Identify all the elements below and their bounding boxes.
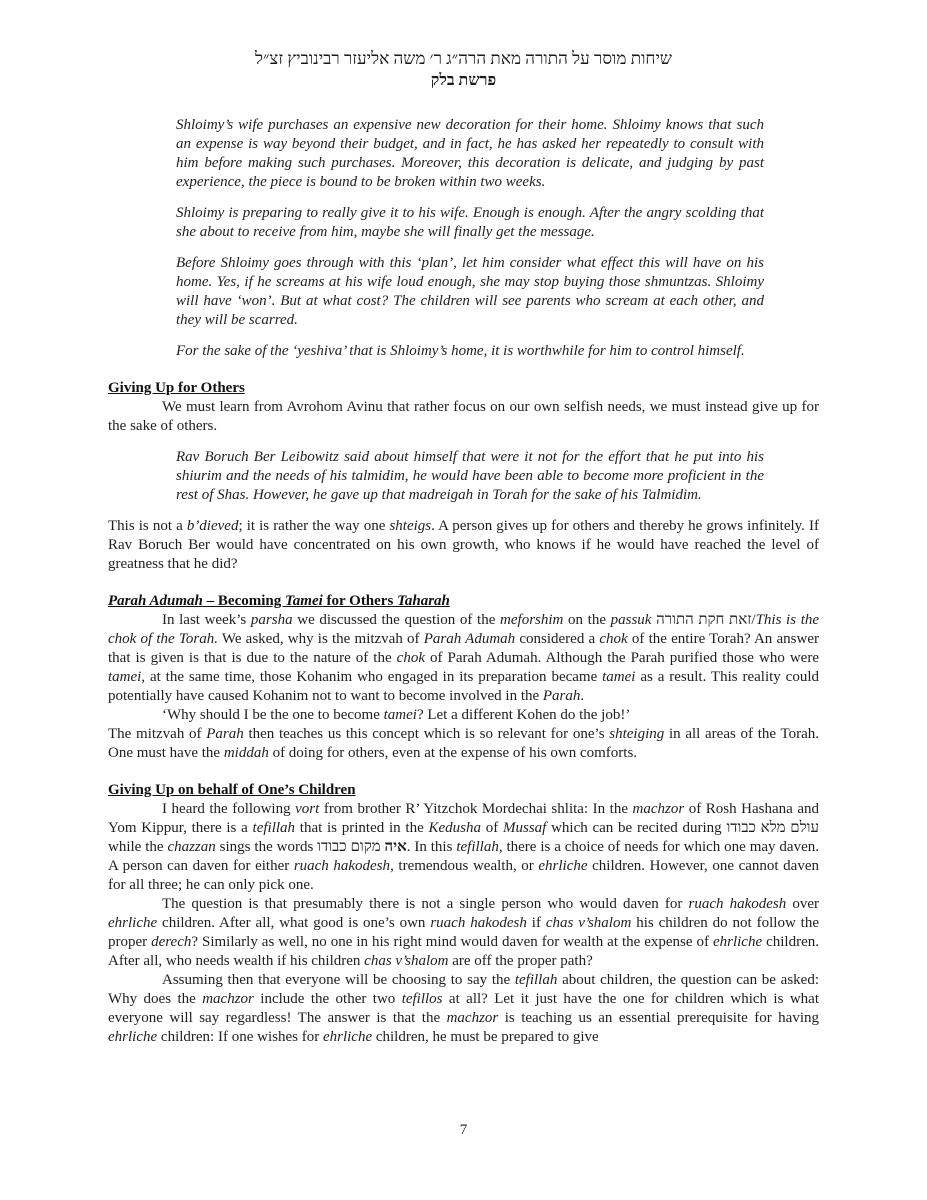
- text-run: of the entire Torah? An answer that is given is that is due to the nature of the: [108, 631, 819, 666]
- text-run: ehrliche: [108, 915, 158, 931]
- text-run: children. After all, what good is one’s own: [157, 915, 431, 931]
- text-run: tamei: [383, 707, 417, 723]
- section-heading: [108, 781, 819, 800]
- text-run: considered a: [515, 631, 600, 647]
- text-run: For the sake of the ‘yeshiva’ that is Shloimy’s home, it is worthwhile for him to control himself.: [176, 343, 745, 359]
- text-run: Giving Up for Others: [108, 380, 245, 396]
- body-paragraph: [108, 398, 819, 436]
- text-run: machzor: [446, 1010, 499, 1026]
- text-run: chas v’shalom: [545, 915, 632, 931]
- text-run: – Becoming: [202, 593, 285, 609]
- text-run: shteigs: [389, 518, 432, 534]
- text-run: that is printed in the: [295, 820, 429, 836]
- text-run: at all? Let it just have the one for children which is what everyone will say regardless! The answer is that the: [108, 991, 819, 1026]
- text-run: while the: [108, 839, 168, 855]
- text-run: chok: [396, 650, 425, 666]
- text-run: we discussed the question of the: [292, 612, 501, 628]
- text-run: is teaching us an essential prerequisite for having: [498, 1010, 820, 1026]
- text-run: children: If one wishes for: [157, 1029, 323, 1045]
- text-run: tefillah: [456, 839, 499, 855]
- body-paragraph: [108, 611, 819, 706]
- text-run: ehrliche: [108, 1029, 158, 1045]
- text-run: as a result. This reality could potentially have caused Kohanim not to want to become involved in the: [108, 669, 819, 704]
- text-run: Shloimy’s wife purchases an expensive new decoration for their home. Shloimy knows that such an expense is way beyond their budget, and in fact, he has asked her repeatedly to consult with him before making such purchases. Moreover, this decoration is delicate, and judging by past experience, the piece is bound to be broken within two weeks.: [176, 117, 764, 190]
- text-run: children, he must be prepared to give: [372, 1029, 599, 1045]
- text-run: in all areas of the Torah. One must have the: [108, 726, 819, 761]
- text-run: tamei: [108, 669, 142, 685]
- body-paragraph: [108, 725, 819, 763]
- text-run: ehrliche: [712, 934, 763, 950]
- text-run: Mussaf: [503, 820, 547, 836]
- text-run: of doing for others, even at the expense of his own comforts.: [268, 745, 638, 761]
- text-run: In last week’s: [162, 612, 251, 628]
- text-run: This is not a: [108, 518, 187, 534]
- text-run: ruach hakodesh: [430, 915, 527, 931]
- quote-paragraph: [176, 204, 764, 242]
- document-body: [108, 116, 819, 1047]
- text-run: sings the words: [215, 839, 318, 855]
- text-run: איה: [384, 839, 407, 855]
- quote-paragraph: [176, 254, 764, 330]
- text-run: for Others: [322, 593, 398, 609]
- text-run: of Parah Adumah. Although the Parah purified those who were: [425, 650, 819, 666]
- text-run: are off the proper path?: [448, 953, 593, 969]
- text-run: ehrliche: [538, 858, 588, 874]
- text-run: b’dieved: [186, 518, 239, 534]
- text-run: Assuming then that everyone will be choosing to say the: [162, 972, 515, 988]
- text-run: shteiging: [609, 726, 665, 742]
- section-heading: [108, 592, 819, 611]
- text-run: machzor: [632, 801, 685, 817]
- text-run: /: [751, 612, 756, 628]
- text-run: , at the same time, those Kohanim who engaged in its preparation became: [141, 669, 603, 685]
- text-run: The mitzvah of: [108, 726, 207, 742]
- text-run: about children, the question can be asked: Why does the: [108, 972, 819, 1007]
- text-run: include the other two: [253, 991, 402, 1007]
- text-run: his children do not follow the proper: [108, 915, 819, 950]
- body-paragraph: [108, 800, 819, 895]
- text-run: We must learn from Avrohom Avinu that rather focus on our own selfish needs, we must instead give up for the sake of others.: [108, 399, 819, 434]
- text-run: chok: [599, 631, 628, 647]
- document-content: [108, 48, 819, 1047]
- text-run: chazzan: [167, 839, 216, 855]
- text-run: tefillah: [514, 972, 558, 988]
- text-run: עולם מלא כבודו: [726, 820, 819, 836]
- text-run: of Rosh Hashana and Yom Kippur, there is a: [108, 801, 819, 836]
- text-run: . In this: [406, 839, 457, 855]
- quote-paragraph: [176, 448, 764, 505]
- text-run: Parah Adumah: [108, 593, 203, 609]
- text-run: then teaches us this concept which is so relevant for one’s: [243, 726, 610, 742]
- text-run: .: [580, 688, 585, 704]
- text-run: over: [786, 896, 820, 912]
- text-run: on the: [563, 612, 611, 628]
- text-run: vort: [295, 801, 320, 817]
- text-run: Shloimy is preparing to really give it to his wife. Enough is enough. After the angry scolding that she about to receive from him, maybe she will finally get the message.: [176, 205, 764, 240]
- text-run: This is the chok of the Torah.: [108, 612, 820, 647]
- text-run: מקום כבודו: [317, 839, 385, 855]
- text-run: זאת חקת התורה: [656, 612, 752, 628]
- body-paragraph: [108, 971, 819, 1047]
- text-run: machzor: [202, 991, 254, 1007]
- text-run: , tremendous wealth, or: [390, 858, 539, 874]
- quote-paragraph: [176, 342, 764, 361]
- text-run: meforshim: [500, 612, 564, 628]
- text-run: middah: [223, 745, 269, 761]
- text-run: We asked, why is the mitzvah of: [217, 631, 424, 647]
- text-run: ‘Why should I be the one to become: [162, 707, 384, 723]
- text-run: ; it is rather the way one: [238, 518, 390, 534]
- text-run: Before Shloimy goes through with this ‘plan’, let him consider what effect this will have on his home. Yes, if he screams at his wife loud enough, she may stop buying those shmuntzas. Shloimy will have ‘won’. But at what cost? The children will see parents who scream at each other, and they will be scarred.: [176, 255, 764, 328]
- text-run: ruach hakodesh: [293, 858, 391, 874]
- quote-paragraph: [176, 116, 764, 192]
- text-run: from brother R’ Yitzchok Mordechai shlita: In the: [319, 801, 633, 817]
- text-run: I heard the following: [162, 801, 296, 817]
- text-run: tefillah: [252, 820, 296, 836]
- text-run: Rav Boruch Ber Leibowitz said about himself that were it not for the effort that he put into his shiurim and the needs of his talmidim, he would have been able to become more proficient in the rest of Shas. However, he gave up that madreigah in Torah for the sake of his Talmidim.: [176, 449, 764, 503]
- text-run: children. However, one cannot daven for all three; he can only pick one.: [108, 858, 819, 893]
- hebrew-title: שיחות מוסר על התורה מאת הרה״ג ר׳ משה אליעזר רבינוביץ זצ״ל: [255, 49, 672, 68]
- section-heading: [108, 379, 819, 398]
- text-run: ruach hakodesh: [688, 896, 787, 912]
- text-run: Parah: [206, 726, 244, 742]
- text-run: chas v’shalom: [364, 953, 449, 969]
- text-run: tefillos: [401, 991, 443, 1007]
- text-run: children. After all, who needs wealth if his children: [108, 934, 819, 969]
- text-run: Taharah: [397, 593, 450, 609]
- page-number: 7: [459, 1122, 468, 1138]
- parsha-title: פרשת בלק: [430, 72, 497, 89]
- text-run: Tamei: [284, 593, 323, 609]
- text-run: Kedusha: [428, 820, 481, 836]
- text-run: which can be recited during: [546, 820, 727, 836]
- text-run: ? Similarly as well, no one in his right mind would daven for wealth at the expense of: [191, 934, 713, 950]
- text-run: . A person gives up for others and thereby he grows infinitely. If Rav Boruch Ber would have concentrated on his own growth, who knows if he would have reached the level of greatness that he did?: [108, 518, 819, 572]
- text-run: parsha: [250, 612, 293, 628]
- text-run: , there is a choice of needs for which one may daven. A person can daven for either: [108, 839, 819, 874]
- text-run: Parah: [542, 688, 581, 704]
- text-run: of: [481, 820, 503, 836]
- text-run: passuk: [610, 612, 652, 628]
- text-run: The question is that presumably there is not a single person who would daven for: [162, 896, 689, 912]
- text-run: if: [526, 915, 546, 931]
- text-run: ? Let a different Kohen do the job!’: [416, 707, 631, 723]
- text-run: tamei: [602, 669, 636, 685]
- body-paragraph: [108, 517, 819, 574]
- body-paragraph: [108, 895, 819, 971]
- text-run: Giving Up on behalf of One’s Children: [108, 782, 356, 798]
- body-paragraph: [108, 706, 819, 725]
- text-run: derech: [151, 934, 192, 950]
- text-run: Parah Adumah: [423, 631, 516, 647]
- text-run: ehrliche: [322, 1029, 373, 1045]
